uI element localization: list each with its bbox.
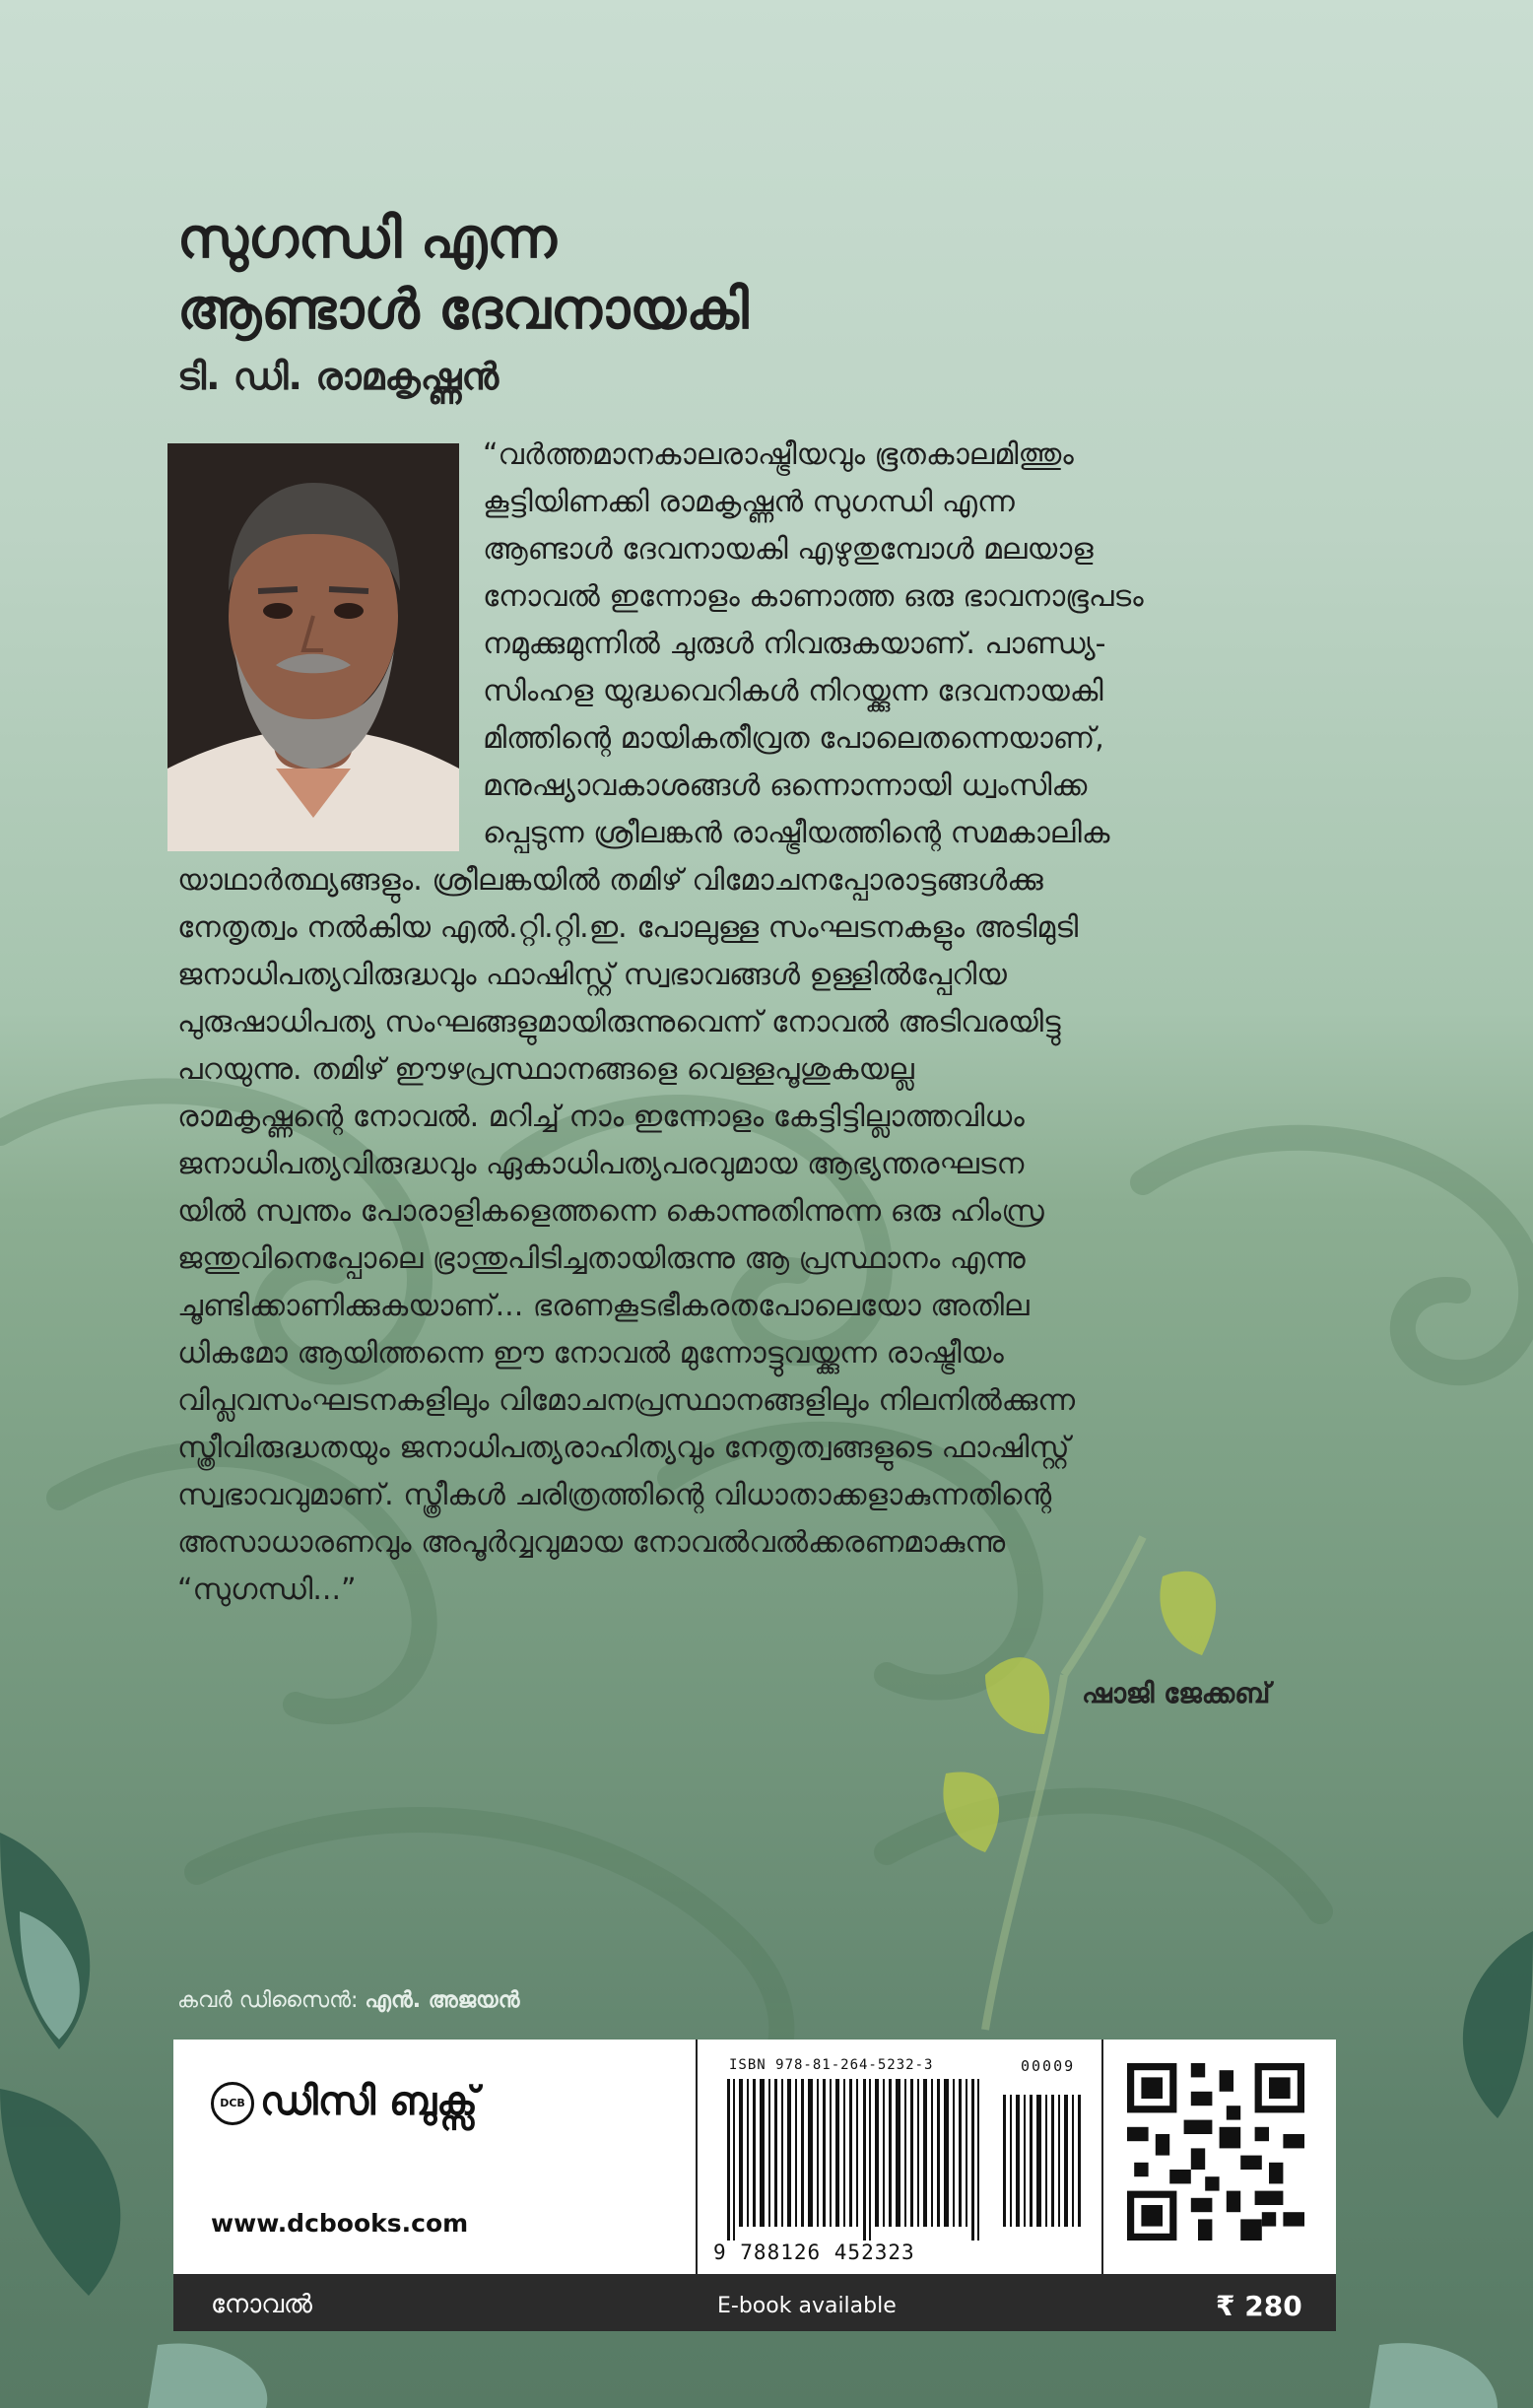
blurb-line: അസാധാരണവും അപൂർവ്വവുമായ നോവൽവൽക്കരണമാകുന്നു [177,1525,1006,1560]
blurb-signature: ഷാജി ജേക്കബ് [1082,1677,1271,1709]
blurb-line: യിൽ സ്വന്തം പോരാളികളെത്തന്നെ കൊന്നുതിന്നുന്ന ഒരു ഹിംസ്ര [177,1194,1044,1229]
ebook-available: E-book available [717,2294,897,2318]
price: ₹ 280 [1216,2290,1302,2322]
blurb-line: നേതൃത്വം നൽകിയ എൽ.റ്റി.റ്റി.ഇ. പോലുള്ള സംഘടനകളും അടിമുടി [177,910,1079,945]
blurb-line: യാഥാർത്ഥ്യങ്ങളും. ശ്രീലങ്കയിൽ തമിഴ് വിമോചനപ്പോരാട്ടങ്ങൾക്കു [177,863,1043,898]
blurb-line: ജനാധിപത്യവിരുദ്ധവും ഫാഷിസ്റ്റ് സ്വഭാവങ്ങൾ ഉള്ളിൽപ്പേറിയ [177,958,1007,992]
blurb-line: ചൂണ്ടിക്കാണിക്കുകയാണ്... ഭരണകൂടഭീകരതപോലെയോ അതില [177,1289,1030,1323]
blurb-line: പുരുഷാധിപത്യ സംഘങ്ങളുമായിരുന്നുവെന്ന് നോവൽ അടിവരയിട്ടു [177,1005,1061,1039]
blurb-line: കൂട്ടിയിണക്കി രാമകൃഷ്ണൻ സുഗന്ധി എന്ന [483,485,1015,519]
barcode-digits: 9 788126 452323 [713,2241,915,2264]
blurb-line: രാമകൃഷ്ണന്റെ നോവൽ. മറിച്ച് നാം ഇന്നോളം കേട്ടിട്ടില്ലാത്തവിധം [177,1100,1025,1134]
publisher-info-box [173,2040,1336,2331]
isbn-text: ISBN 978-81-264-5232-3 [729,2057,934,2073]
blurb-line: ജനാധിപത്യവിരുദ്ധവും ഏകാധിപത്യപരവുമായ ആഭ്യന്തരഘടന [177,1147,1025,1181]
blurb-line: ആണ്ടാൾ ദേവനായകി എഴുതുമ്പോൾ മലയാള [483,532,1094,567]
barcode [727,2079,1092,2241]
blurb-line: സ്വഭാവവുമാണ്. സ്ത്രീകൾ ചരിത്രത്തിന്റെ വിധാതാക്കളാകുന്നതിന്റെ [177,1478,1052,1512]
publisher-name: ഡിസി ബുക്സ് [260,2079,478,2124]
qr-code [1127,2063,1304,2241]
book-title-line-1: സുഗന്ധി എന്ന [177,207,557,271]
blurb-line: പ്പെടുന്ന ശ്രീലങ്കൻ രാഷ്ട്രീയത്തിന്റെ സമകാലിക [483,816,1110,850]
blurb-line: സ്ത്രീവിരുദ്ധതയും ജനാധിപത്യരാഹിത്യവും നേതൃത്വങ്ങളുടെ ഫാഷിസ്റ്റ് [177,1431,1070,1465]
category-label: നോവൽ [211,2290,312,2319]
blurb-line: “വർത്തമാനകാലരാഷ്ട്രീയവും ഭൂതകാലമിത്തും [483,437,1074,472]
book-title-line-2: ആണ്ടാൾ ദേവനായകി [177,278,749,342]
publisher-logo [211,2079,478,2125]
blurb-line: ധികമോ ആയിത്തന്നെ ഈ നോവൽ മുന്നോട്ടുവയ്ക്കുന്ന രാഷ്ട്രീയം [177,1336,1004,1371]
blurb-line: ജന്തുവിനെപ്പോലെ ഭ്രാന്തുപിടിച്ചതായിരുന്നു ആ പ്രസ്ഥാനം എന്നു [177,1241,1026,1276]
blurb-line: “സുഗന്ധി...” [177,1572,357,1607]
publisher-website: www.dcbooks.com [211,2209,469,2238]
author-name: ടി. ഡി. രാമകൃഷ്ണൻ [177,355,500,398]
blurb-line: മിത്തിന്റെ മായികതീവ്രത പോലെതന്നെയാണ്, [483,721,1104,756]
blurb-line: നോവൽ ഇന്നോളം കാണാത്ത ഒരു ഭാവനാഭൂപടം [483,579,1144,614]
author-photo [167,443,459,851]
dcb-logo-icon: DCB [211,2082,254,2125]
blurb-line: നമുക്കുമുന്നിൽ ചുരുൾ നിവരുകയാണ്. പാണ്ഡ്യ- [483,627,1106,661]
blurb-line: വിപ്ലവസംഘടനകളിലും വിമോചനപ്രസ്ഥാനങ്ങളിലും നിലനിൽക്കുന്ന [177,1383,1076,1418]
blurb-line: മനുഷ്യാവകാശങ്ങൾ ഒന്നൊന്നായി ധ്വംസിക്ക [483,769,1088,803]
cover-design-label: കവർ ഡിസൈൻ: [177,1988,359,2013]
cover-designer-name: എൻ. അജയൻ [365,1988,520,2013]
barcode-addon: 00009 [1021,2057,1076,2075]
blurb-line: സിംഹള യുദ്ധവെറികൾ നിറയ്ക്കുന്ന ദേവനായകി [483,674,1103,708]
blurb-line: പറയുന്നു. തമിഴ് ഈഴപ്രസ്ഥാനങ്ങളെ വെള്ളപൂശുകയല്ല [177,1052,914,1087]
cover-design-credit [177,1988,520,2013]
